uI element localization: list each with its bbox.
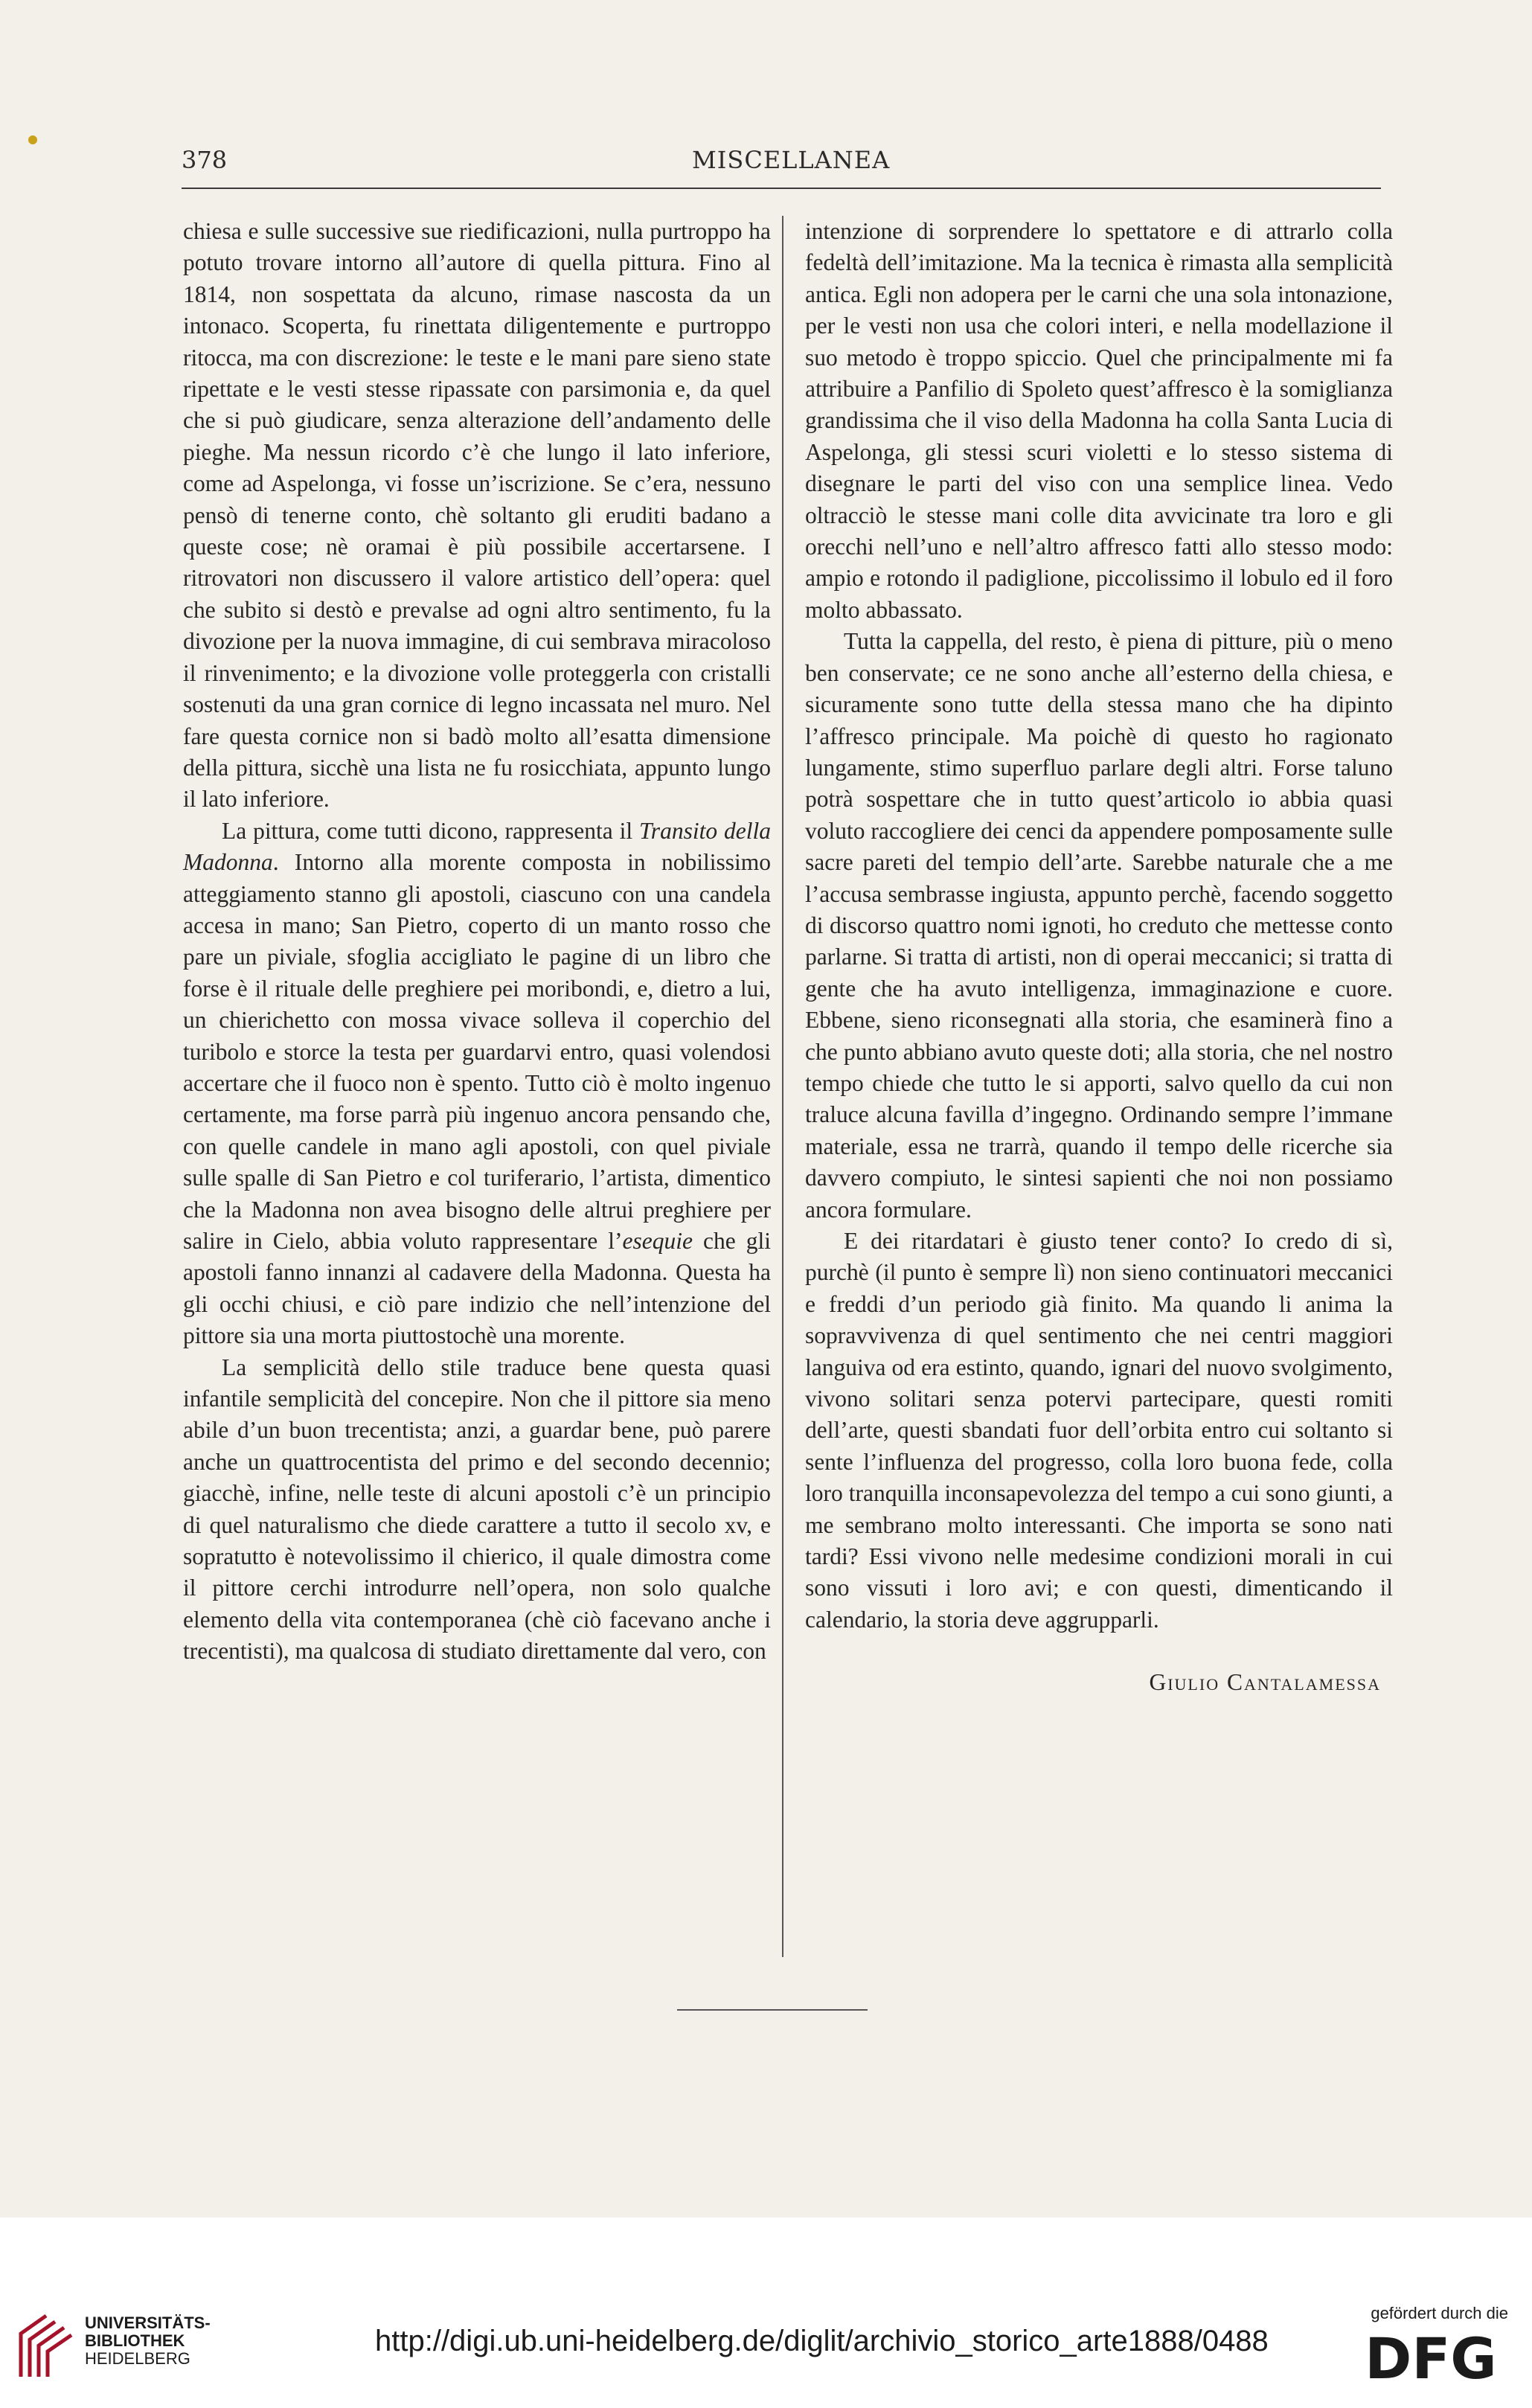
library-name-line: UNIVERSITÄTS-	[85, 2313, 211, 2332]
right-column	[805, 216, 1393, 1699]
library-name	[85, 2314, 211, 2368]
paragraph: La pittura, come tutti dicono, rappresenta il Transito della Madonna. Intorno alla morente composta in nobilissimo atteggiamento stanno gli apostoli, ciascuno con una candela accesa in mano; San Pietro, coperto di un manto rosso che pare un piviale, sfoglia accigliato le pagine di un libro che forse è il rituale delle preghiere pei moribondi, e, dietro a lui, un chierichetto con mossa vivace solleva il coperchio del turibolo e storce la testa per guardarvi entro, quasi volendosi accertare che il fuoco non è spento. Tutto ciò è molto ingenuo certamente, ma forse parrà più ingenuo ancora pensando che, con quelle candele in mano agli apostoli, con quel piviale sulle spalle di San Pietro e col turiferario, l’artista, dimentico che la Madonna non avea bisogno delle altrui preghiere per salire in Cielo, abbia voluto rappresentare l’esequie che gli apostoli fanno innanzi al cadavere della Madonna. Questa ha gli occhi chiusi, e ciò pare indizio che nell’intenzione del pittore sia una morta piuttostochè una morente.	[183, 817, 771, 1349]
paragraph: E dei ritardatari è giusto tener conto? Io credo di sì, purchè (il punto è sempre lì) non sieno continuatori meccanici e freddi d’un periodo già finito. Ma quando li anima la sopravvivenza di quel sentimento che nei centri maggiori languiva od era estinto, quando, ignari del nuovo svolgimento, vivono solitari senza potervi partecipare, questi romiti dell’arte, questi sbandati fuor dell’orbita entro cui soltanto si sente l’influenza del progresso, colla loro buona fede, colla loro tranquilla inconsapevolezza del tempo a cui sono giunti, a me sembrano molto interessanti. Che importa se sono nati tardi? Essi vivono nelle medesime condizioni morali in cui sono vissuti i loro avi; e con questi, dimenticando il calendario, la storia deve aggrupparli.	[805, 1228, 1393, 1633]
university-library-logo-icon	[16, 2311, 74, 2380]
library-name-line: HEIDELBERG	[85, 2349, 190, 2368]
dfg-logo-icon	[1356, 2329, 1505, 2384]
scan-mark	[28, 135, 37, 144]
page-number: 378	[182, 146, 228, 174]
left-column	[183, 216, 771, 1668]
closing-rule	[677, 2009, 868, 2011]
funded-by-label: gefördert durch die	[1371, 2304, 1508, 2322]
permalink-url[interactable]: http://digi.ub.uni-heidelberg.de/diglit/archivio_storico_arte1888/0488	[375, 2325, 1269, 2357]
paragraph: chiesa e sulle successive sue riedificazioni, nulla purtroppo ha potuto trovare intorno all’autore di quella pittura. Fino al 1814, non sospettata da alcuno, rimase nascosta da un intonaco. Scoperta, fu rinettata diligentemente e purtroppo ritocca, ma con discrezione: le teste e le mani pare sieno state ripettate e le vesti stesse ripassate con parsimonia e, da quel che si può giudicare, senza alterazione dell’andamento delle pieghe. Ma nessun ricordo c’è che lungo il lato inferiore, come ad Aspelonga, vi fosse un’iscrizione. Se c’era, nessuno pensò di tenerne conto, chè soltanto gli eruditi badano a queste cose; nè oramai è più possibile accertarsene. I ritrovatori non discussero il valore artistico dell’opera: quel che subito si destò e prevalse ad ogni altro sentimento, fu la divozione per la nuova immagine, di cui sembrava miracoloso il rinvenimento; e la divozione volle proteggerla con cristalli sostenuti da una gran cornice di legno incassata nel muro. Nel fare questa cornice non si badò molto all’esatta dimensione della pittura, sicchè una lista ne fu rosicchiata, appunto lungo il lato inferiore.	[183, 218, 771, 813]
library-name-line: BIBLIOTHEK	[85, 2331, 185, 2350]
digitization-footer	[0, 2218, 1532, 2408]
right-column-body	[805, 216, 1393, 1636]
header-rule	[182, 188, 1381, 189]
paragraph: La semplicità dello stile traduce bene questa quasi infantile semplicità del concepire. Non che il pittore sia meno abile d’un buon trecentista; anzi, a guardar bene, può parere anche un quattrocentista del primo e del secondo decennio; giacchè, infine, nelle teste di alcuni apostoli c’è un principio di quel naturalismo che diede carattere a tutto il secolo xv, e sopratutto è notevolissimo il chierico, il quale dimostra come il pittore cerchi introdurre nell’opera, non solo qualche elemento della vita contemporanea (chè ciò facevano anche i trecentisti), ma qualcosa di studiato direttamente dal vero, con	[183, 1354, 771, 1665]
dfg-logo-text: DFG	[1365, 2329, 1497, 2384]
author-signature: Giulio Cantalamessa	[1149, 1669, 1381, 1696]
column-divider	[782, 216, 783, 1957]
paragraph: intenzione di sorprendere lo spettatore e di attrarlo colla fedeltà dell’imitazione. Ma la tecnica è rimasta alla semplicità antica. Egli non adopera per le carni che una sola intonazione, per le vesti non usa che colori interi, e nella modellazione il suo metodo è troppo spiccio. Quel che principalmente mi fa attribuire a Panfilio di Spoleto quest’affresco è la somiglianza grandissima che il viso della Madonna ha colla Santa Lucia di Aspelonga, gli stessi scuri violetti e lo stesso sistema di disegnare le parti del viso con una semplice linea. Vedo oltracciò le stesse mani colle dita avvicinate tra loro e gli orecchi nell’uno e nell’altro affresco fatti allo stesso modo: ampio e rotondo il padiglione, piccolissimo il lobulo ed il foro molto abbassato.	[805, 218, 1393, 623]
paragraph: Tutta la cappella, del resto, è piena di pitture, più o meno ben conservate; ce ne sono anche all’esterno della chiesa, e sicuramente sono tutte della stessa mano che ha dipinto l’affresco principale. Ma poichè di questo ho ragionato lungamente, stimo superfluo parlare degli altri. Forse taluno potrà sospettare che in tutto quest’articolo io abbia quasi voluto raccogliere dei cenci da appendere pomposamente sulle sacre pareti del tempio dell’arte. Sarebbe naturale che a me l’accusa sembrasse ingiusta, appunto perchè, facendo soggetto di discorso quattro nomi ignoti, ho creduto che mettesse conto parlarne. Si tratta di artisti, non di operai meccanici; si tratta di gente che ha avuto intelligenza, immaginazione e cuore. Ebbene, sieno riconsegnati alla storia, che esaminerà fino a che punto abbiano avuto queste doti; alla storia, che nel nostro tempo chiede che tutto le si apporti, salvo quello da cui non traluce alcuna favilla d’ingegno. Ordinando sempre l’immane materiale, essa ne trarrà, quando il tempo delle ricerche sia davvero compiuto, le sintesi sapienti che noi non possiamo ancora formulare.	[805, 628, 1393, 1223]
running-head: MISCELLANEA	[692, 146, 891, 174]
